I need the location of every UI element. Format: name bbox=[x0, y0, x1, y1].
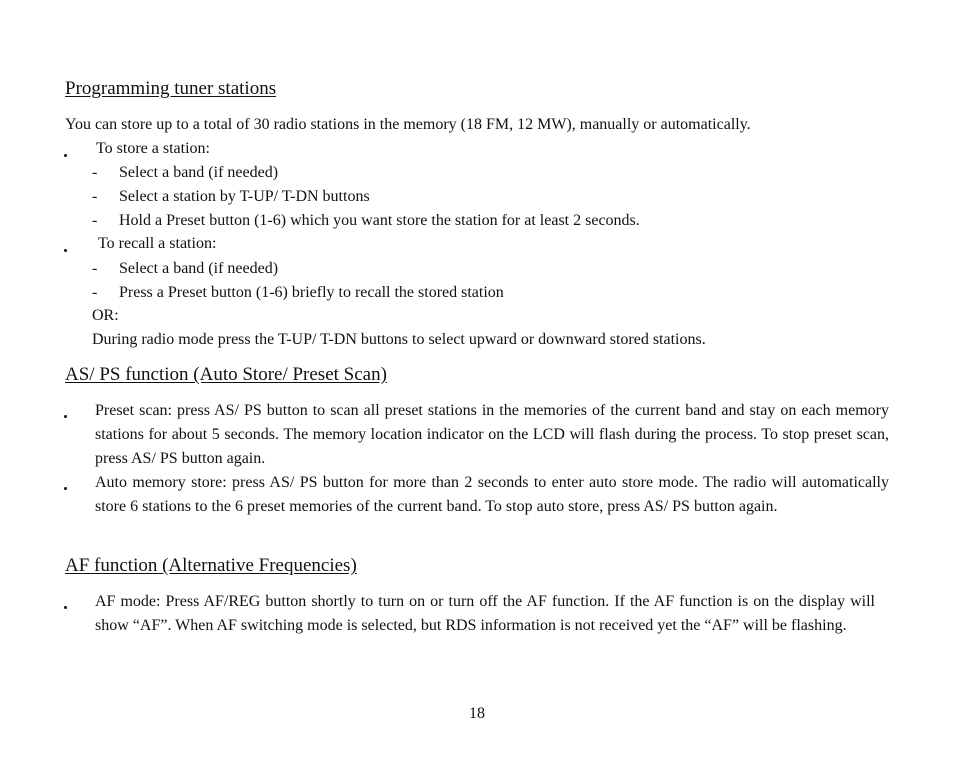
section-heading-programming: Programming tuner stations bbox=[65, 78, 277, 99]
asps-bullet-text: Auto memory store: press AS/ PS button for more than 2 seconds to enter auto store mode. The radio will automatically store 6 stations to the 6 preset memories of the current band. To stop auto store, press AS/ PS button again. bbox=[95, 474, 889, 515]
dash-icon: - bbox=[92, 164, 98, 181]
store-label: To store a station: bbox=[96, 140, 210, 157]
section-heading-af: AF function (Alternative Frequencies) bbox=[65, 555, 357, 576]
bullet-icon bbox=[64, 487, 67, 490]
bullet-icon bbox=[64, 154, 67, 157]
asps-bullet-text: Preset scan: press AS/ PS button to scan all preset stations in the memories of the current band and stay on each memory stations for about 5 seconds. The memory location indicator on the LCD will flash during the process. To stop preset scan, press AS/ PS button again. bbox=[95, 402, 889, 467]
or-label: OR: bbox=[92, 307, 119, 324]
dash-icon: - bbox=[92, 188, 98, 205]
recall-step: Press a Preset button (1-6) briefly to recall the stored station bbox=[119, 284, 504, 301]
bullet-icon bbox=[64, 606, 67, 609]
store-step: Select a band (if needed) bbox=[119, 164, 279, 181]
bullet-icon bbox=[64, 249, 67, 252]
dash-icon: - bbox=[92, 212, 98, 229]
or-text: During radio mode press the T-UP/ T-DN buttons to select upward or downward stored stations. bbox=[92, 331, 706, 348]
store-step: Hold a Preset button (1-6) which you want store the station for at least 2 seconds. bbox=[119, 212, 640, 229]
intro-paragraph: You can store up to a total of 30 radio stations in the memory (18 FM, 12 MW), manually or automatically. bbox=[65, 116, 751, 133]
dash-icon: - bbox=[92, 260, 98, 277]
section-heading-asps: AS/ PS function (Auto Store/ Preset Scan) bbox=[65, 364, 387, 385]
recall-label: To recall a station: bbox=[98, 235, 217, 252]
dash-icon: - bbox=[92, 284, 98, 301]
store-step: Select a station by T-UP/ T-DN buttons bbox=[119, 188, 370, 205]
bullet-icon bbox=[64, 415, 67, 418]
af-bullet-text: AF mode: Press AF/REG button shortly to turn on or turn off the AF function. If the AF function is on the display will show “AF”. When AF switching mode is selected, but RDS information is not received yet the “AF” will be flashing. bbox=[95, 593, 875, 634]
recall-step: Select a band (if needed) bbox=[119, 260, 279, 277]
page-number: 18 bbox=[469, 705, 485, 722]
